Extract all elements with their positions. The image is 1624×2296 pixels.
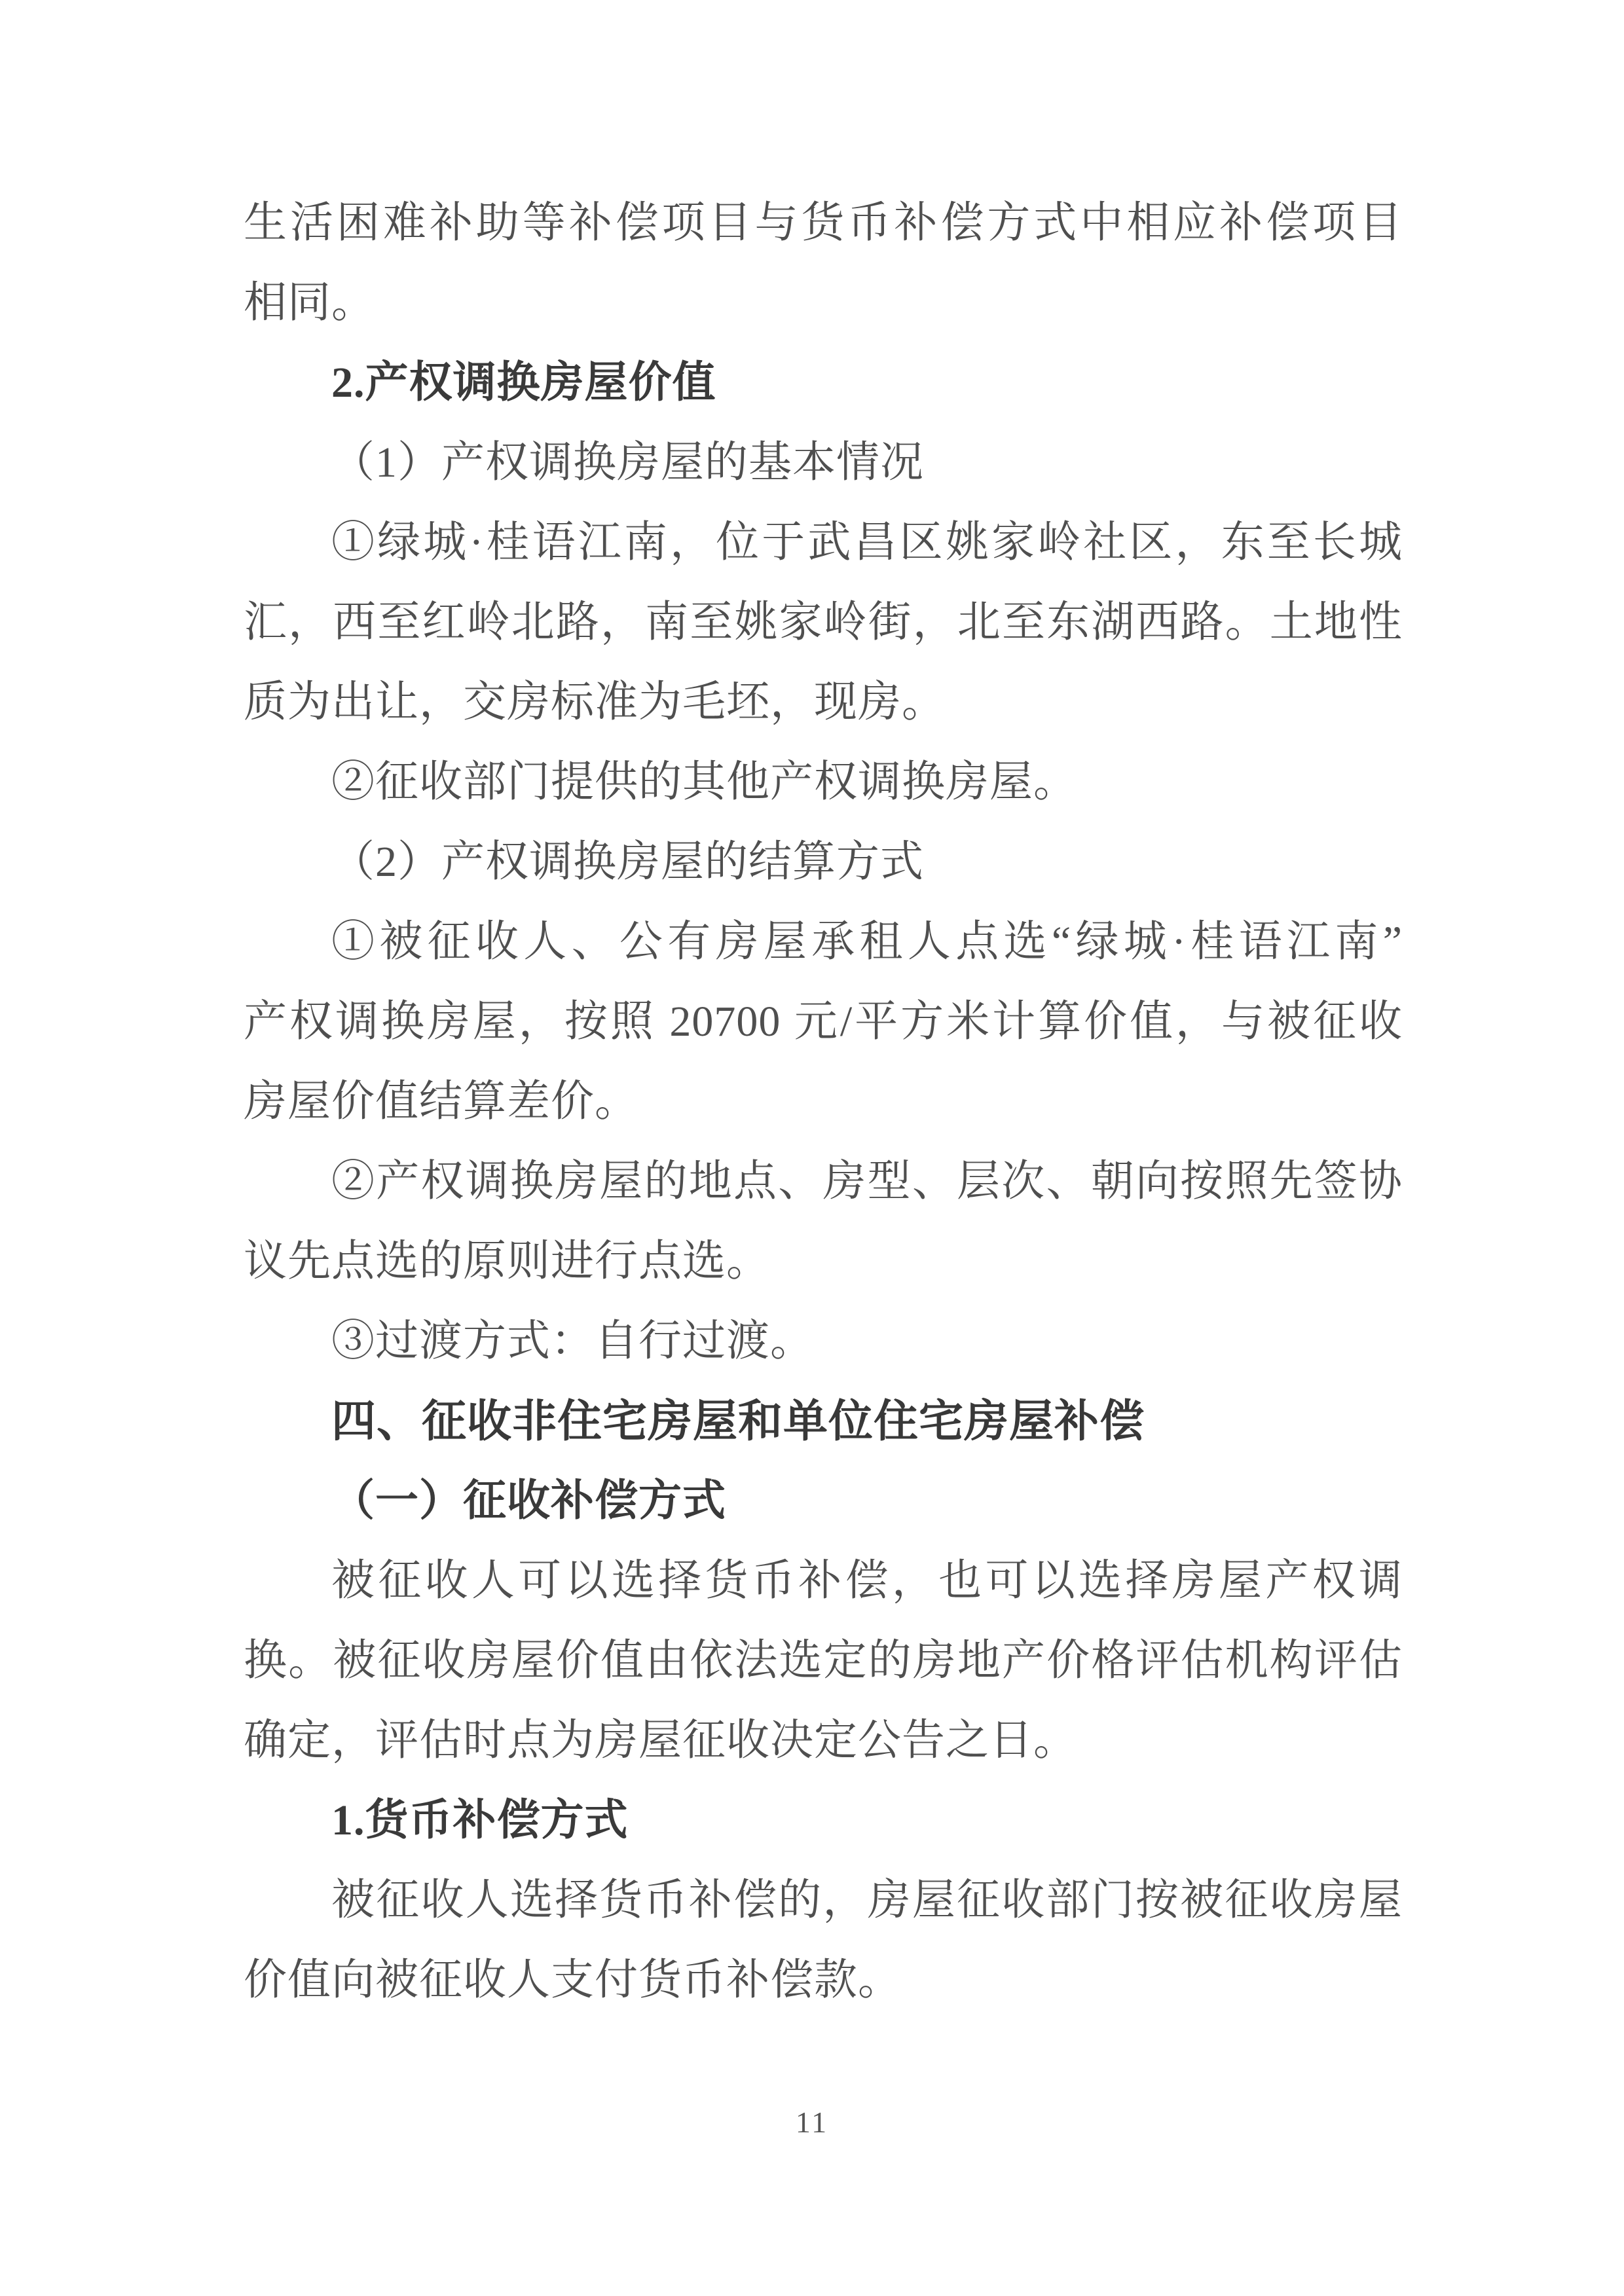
text-line: （1）产权调换房屋的基本情况 [331,439,924,486]
text-line: 议先点选的原则进行点选。 [244,1237,770,1285]
text-line: ③过渡方式：自行过渡。 [331,1317,814,1365]
text-line: ②产权调换房屋的地点、房型、层次、朝向按照先签协 [331,1157,1403,1205]
heading-paragraph [244,343,1403,423]
text-line: 被征收人选择货币补偿的，房屋征收部门按被征收房屋 [331,1876,1403,1924]
paragraph [244,822,1403,902]
paragraph [244,1302,1403,1381]
heading-paragraph [244,1781,1403,1861]
text-line: 1.货币补偿方式 [331,1796,629,1844]
heading-paragraph [244,1461,1403,1541]
text-line: 价值向被征收人支付货币补偿款。 [244,1956,902,2004]
paragraph [244,1861,1403,2020]
text-line: 生活困难补助等补偿项目与货币补偿方式中相应补偿项目 [244,199,1403,247]
text-line: 换。被征收房屋价值由依法选定的房地产价格评估机构评估 [244,1637,1403,1685]
text-line: 四、征收非住宅房屋和单位住宅房屋补偿 [331,1396,1145,1446]
text-line: （2）产权调换房屋的结算方式 [331,838,924,886]
paragraph [244,183,1403,343]
page-number: 11 [795,2105,829,2139]
text-line: 被征收人可以选择货币补偿，也可以选择房屋产权调 [331,1557,1403,1605]
text-line: 质为出让，交房标准为毛坯，现房。 [244,678,946,726]
text-line: 相同。 [244,279,375,327]
text-line: （一）征收补偿方式 [331,1477,726,1525]
text-line: 2.产权调换房屋价值 [331,359,716,407]
paragraph [244,742,1403,822]
heading-paragraph [244,1381,1403,1461]
paragraph [244,1541,1403,1781]
text-line: 确定，评估时点为房屋征收决定公告之日。 [244,1717,1077,1764]
text-line: ①被征收人、公有房屋承租人点选“绿城·桂语江南” [331,918,1403,966]
paragraph [244,902,1403,1142]
paragraph [244,423,1403,503]
paragraph [244,503,1403,742]
text-line: ②征收部门提供的其他产权调换房屋。 [331,758,1077,806]
paragraph [244,1142,1403,1302]
text-line: 房屋价值结算差价。 [244,1078,638,1125]
text-line: 汇，西至红岭北路，南至姚家岭街，北至东湖西路。土地性 [244,598,1403,646]
text-line: 产权调换房屋，按照 20700 元/平方米计算价值，与被征收 [244,998,1403,1046]
text-block [244,183,1403,2020]
text-line: ①绿城·桂语江南，位于武昌区姚家岭社区，东至长城 [331,519,1403,566]
